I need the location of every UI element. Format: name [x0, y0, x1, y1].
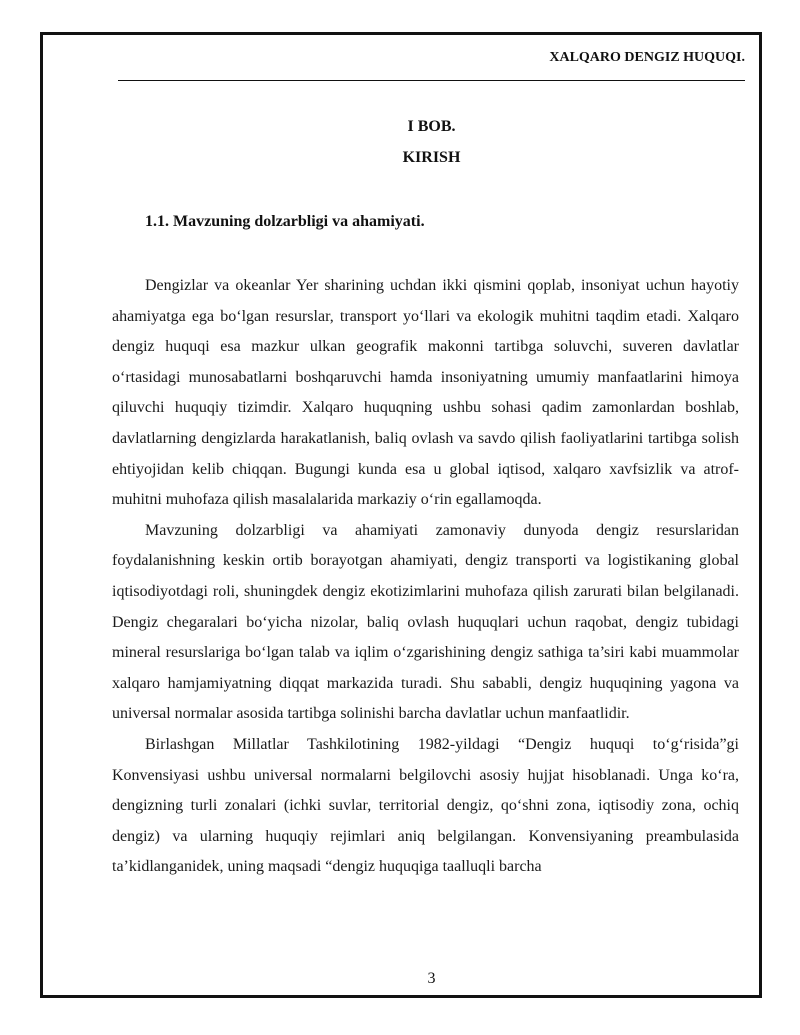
page-number: 3 — [427, 970, 436, 987]
paragraph: Dengizlar va okeanlar Yer sharining uchdan ikki qismini qoplab, insoniyat uchun hayotiy ahamiyatga ega bo‘lgan resurslar, transport yo‘llari va ekologik muhitni taqdim etadi. Xalqaro dengiz huquqi esa mazkur ulkan geografik makonni tartibga soluvchi, suveren davlatlar o‘rtasidagi munosabatlarni boshqaruvchi hamda insoniyatning umumiy manfaatlarini himoya qiluvchi huquqiy tizimdir. Xalqaro huquqning ushbu sohasi qadim zamonlardan boshlab, davlatlarning dengizlarda harakatlanish, baliq ovlash va savdo qilish faoliyatlarini tartibga solish ehtiyojidan kelib chiqqan. Bugungi kunda esa u global iqtisod, xalqaro xavfsizlik va atrof-muhitni muhofaza qilish masalalarida markaziy o‘rin egallamoqda. — [112, 277, 739, 509]
chapter-number: I BOB. — [407, 118, 456, 135]
section-title: 1.1. Mavzuning dolzarbligi va ahamiyati. — [145, 213, 425, 230]
body-text — [112, 271, 739, 883]
chapter-title: KIRISH — [402, 149, 461, 166]
running-header: XALQARO DENGIZ HUQUQI. — [549, 50, 745, 65]
paragraph: Birlashgan Millatlar Tashkilotining 1982-yildagi “Dengiz huquqi to‘g‘risida”gi Konvensiyasi ushbu universal normalarni belgilovchi asosiy hujjat hisoblanadi. Unga ko‘ra, dengizning turli zonalari (ichki suvlar, territorial dengiz, qo‘shni zona, iqtisodiy zona, ochiq dengiz) va ularning huquqiy rejimlari aniq belgilangan. Konvensiyaning preambulasida ta’kidlanganidek, uning maqsadi “dengiz huquqiga taalluqli barcha — [112, 735, 739, 876]
header-rule — [118, 80, 745, 81]
paragraph: Mavzuning dolzarbligi va ahamiyati zamonaviy dunyoda dengiz resurslaridan foydalanishning keskin ortib borayotgan ahamiyati, dengiz transporti va logistikaning global iqtisodiyotdagi roli, shuningdek dengiz ekotizimlarini muhofaza qilish zarurati bilan belgilanadi. Dengiz chegaralari bo‘yicha nizolar, baliq ovlash huquqlari uchun raqobat, dengiz tubidagi mineral resurslariga bo‘lgan talab va iqlim o‘zgarishining dengiz sathiga ta’siri kabi muammolar xalqaro hamjamiyatning diqqat markazida turadi. Shu sababli, dengiz huquqining yagona va universal normalar asosida tartibga solinishi barcha davlatlar uchun manfaatlidir. — [112, 521, 739, 723]
